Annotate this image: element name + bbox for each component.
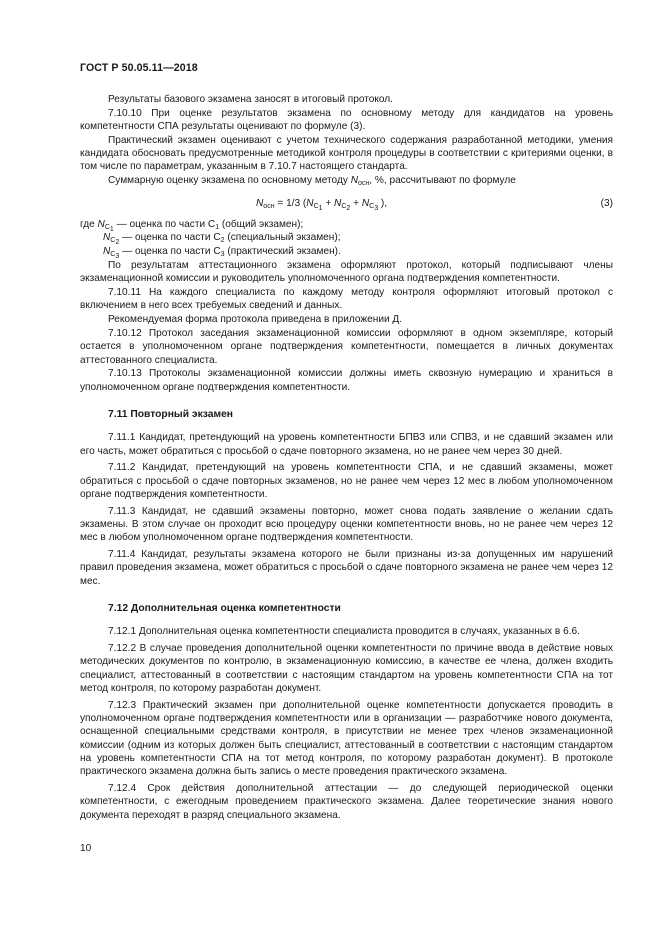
paragraph: 7.10.11 На каждого специалиста по каждому методу контроля оформляют итоговый протокол с включением в него всех требуемых сведений и данных. [80,287,613,312]
section-heading-7-11: 7.11 Повторный экзамен [108,408,234,420]
formula-3 [80,196,613,214]
paragraph: По результатам аттестационного экзамена оформляют протокол, который подписывают члены экзаменационной комиссии и руководитель уполномоченного органа подтверждения компетентности. [80,259,613,285]
formula-expression: $N_{осн} = 1/3$ ($N_{C_1} + N_{C_2} + N_{C_3}$ ), [256,197,388,212]
paragraph: 7.10.13 Протоколы экзаменационной комиссии должны иметь сквозную нумерацию и храниться в уполномоченном органе подтверждения компетентности. [80,368,613,393]
paragraph: Результаты базового экзамена заносят в итоговый протокол. [108,94,393,105]
paragraph: 7.11.3 Кандидат, не сдавший экзамены повторно, может снова подать заявление о желании сдать экзамены. В этом случае он проходит всю процедуру оценки компетентности вновь, но не ранее чем через 12 мес в любом уполномоченном органе подтверждения компетентности. [80,505,613,544]
formula-number: (3) [600,197,613,209]
page-number: 10 [80,843,92,854]
where-item: $N_{C_3}$ — оценка по части $С_3$ (практический экзамен). [103,246,341,261]
paragraph: 7.11.1 Кандидат, претендующий на уровень компетентности БПВЗ или СПВЗ, и не сдавший экзамен или его часть, может обратиться с просьбой о сдаче повторного экзамена, но не ранее чем через 30 дней. [80,432,613,457]
paragraph: 7.10.12 Протокол заседания экзаменационной комиссии оформляют в одном экземпляре, который остается в уполномоченном органе подтверждения компетентности, помещается в личных документах аттестованного специалиста. [80,327,613,366]
paragraph: 7.11.4 Кандидат, результаты экзамена которого не были признаны из-за допущенных им нарушений правил проведения экзамена, может обратиться с просьбой о сдаче повторного экзамена не ранее чем через 12 мес. [80,549,613,587]
document-header: ГОСТ Р 50.05.11—2018 [80,62,198,74]
paragraph: 7.10.10 При оценке результатов экзамена по основному методу для кандидатов на уровень компетентности СПА результаты оценивают по формуле (3). [80,107,613,133]
where-item: где $N_{C_1}$ — оценка по части $С_1$ (общий экзамен); [80,218,304,233]
paragraph: 7.12.2 В случае проведения дополнительной оценки компетентности по причине ввода в действие новых методических документов по контролю, в экзаменационную комиссию, в качестве ее члена, должен входить специалист, аттестованный в соответствии с настоящим стандартом на уровень компетентности СПА на тот метод контроля, по которому разработан документ. [80,643,613,694]
paragraph: 7.11.2 Кандидат, претендующий на уровень компетентности СПА, и не сдавший экзамены, может обратиться с просьбой о сдаче повторных экзаменов, но не ранее чем через 12 мес в любом уполномоченном органе подтверждения компетентности. [80,462,613,500]
section-heading-7-12: 7.12 Дополнительная оценка компетентности [108,603,341,614]
where-item: $N_{C_2}$ — оценка по части $С_2$ (специальный экзамен); [103,232,341,247]
paragraph: 7.12.3 Практический экзамен при дополнительной оценке компетентности допускается проводить в уполномоченном органе подтверждения компетентности или в организации — разработчике нового документа, оснащенной специальными средствами контроля, в присутствии не менее трех членов экзаменационной комиссии (одним из которых должен быть специалист, аттестованный в соответствии с настоящим стандартом на уровень компетентности СПА на тот метод контроля, по которому разработан документ). В протоколе практического экзамена должна быть запись о месте проведения практического экзамена. [80,699,613,778]
sum-paragraph: Суммарную оценку экзамена по основному методу $N_{осн}$, %, рассчитывают по формуле [108,175,516,188]
paragraph: Практический экзамен оценивают с учетом технического содержания разработанной методики, умения кандидата обосновать предусмотренные методикой контроля процедуры в соответствии с критериями оценки, в том числе по параметрам, указанным в 7.10.7 настоящего стандарта. [80,134,613,173]
paragraph: Рекомендуемая форма протокола приведена в приложении Д. [108,314,403,326]
paragraph: 7.12.4 Срок действия дополнительной аттестации — до следующей периодической оценки компетентности, с ежегодным проведением практического экзамена. Далее теоретические знания нового документа переходят в разряд специального экзамена. [80,783,613,821]
page-body [80,93,613,822]
paragraph: 7.12.1 Дополнительная оценка компетентности специалиста проводится в случаях, указанных в 6.6. [108,626,580,638]
